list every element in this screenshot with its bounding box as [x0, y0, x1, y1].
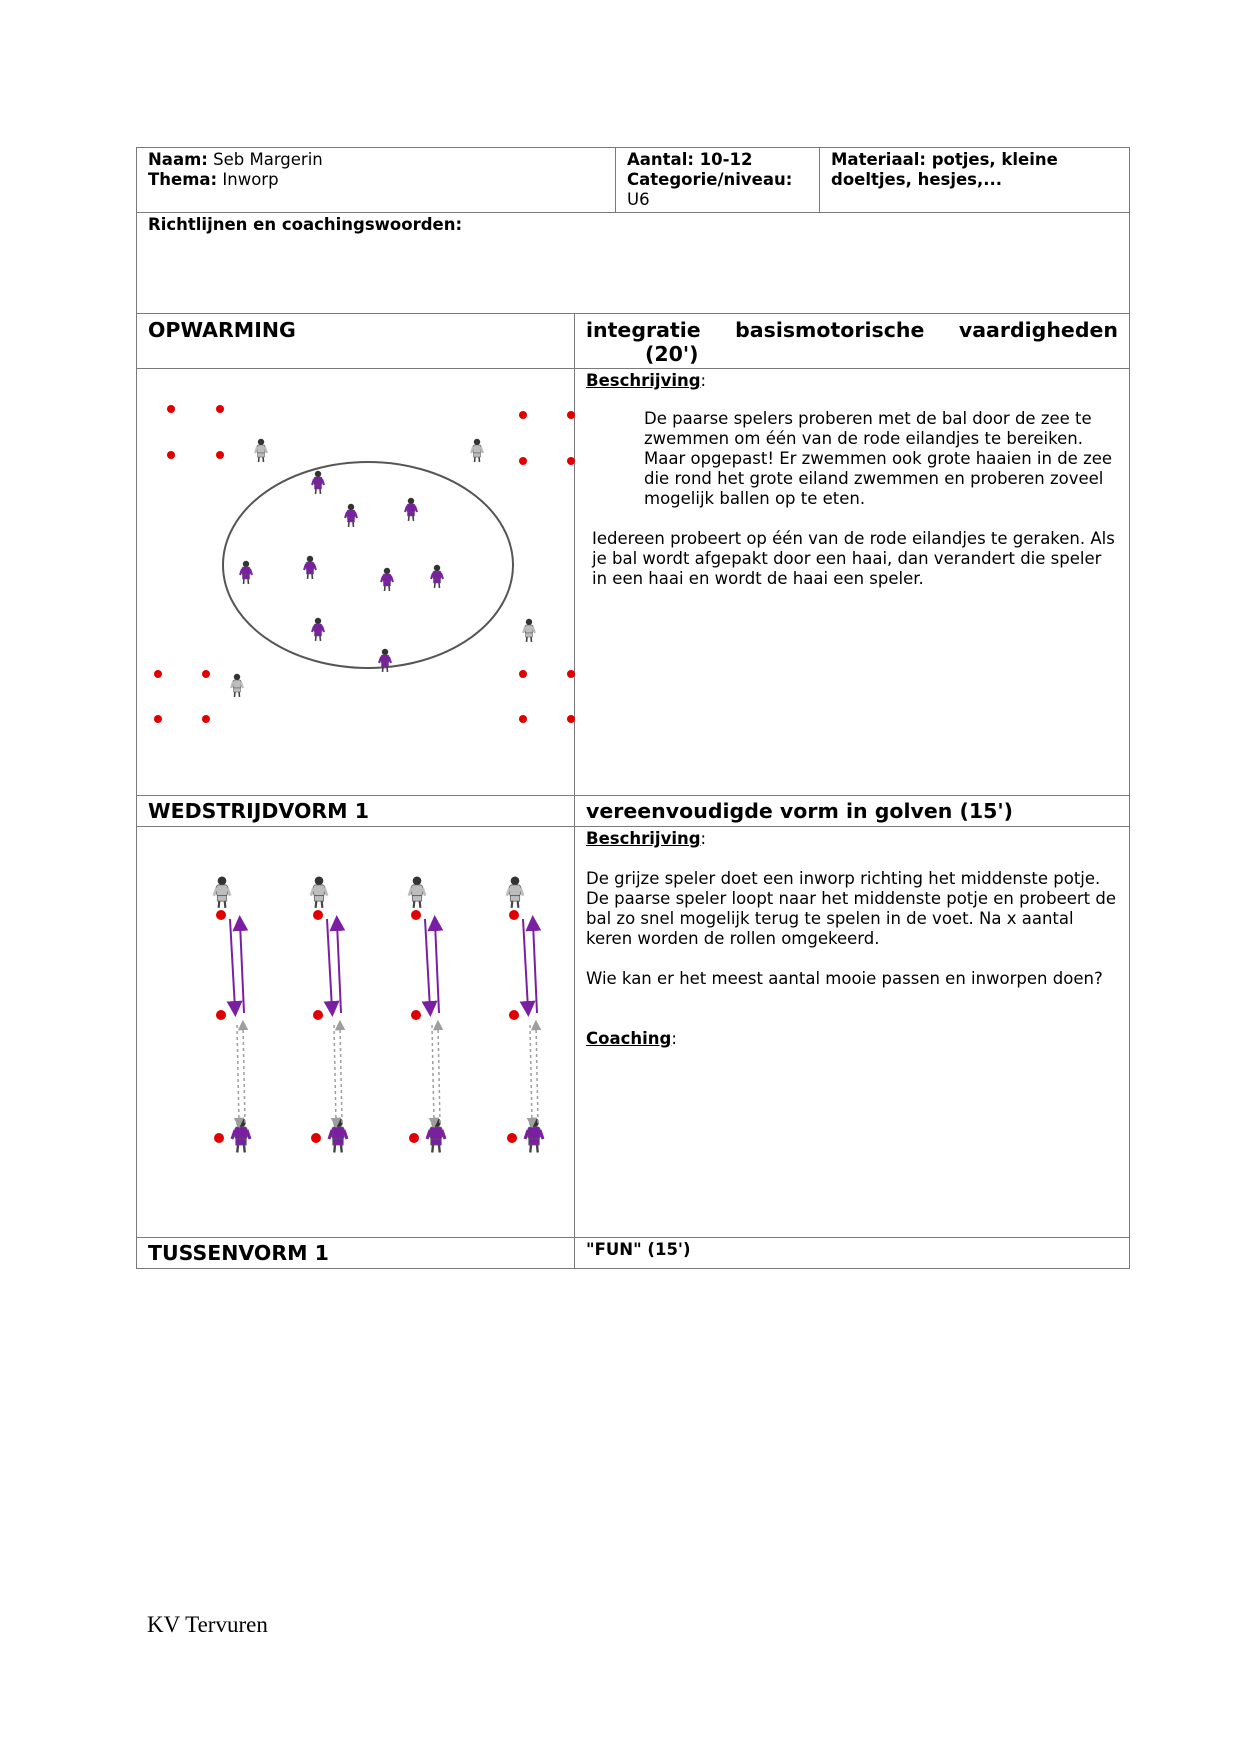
grey-player-icon — [471, 439, 483, 462]
tussenvorm-title: TUSSENVORM 1 — [137, 1238, 575, 1269]
cone-icon — [311, 1133, 321, 1143]
cone-icon — [202, 715, 210, 723]
purple-player-icon — [431, 565, 443, 588]
arrow-icon — [230, 919, 235, 1009]
coaching-label: Coaching — [586, 1029, 672, 1048]
wedstrijdvorm-diagram-cell — [137, 827, 575, 1238]
cone-icon — [154, 715, 162, 723]
purple-player-icon — [312, 618, 324, 641]
lane — [214, 877, 250, 1153]
categorie-label: Categorie/niveau: — [627, 170, 793, 189]
grey-player-icon — [311, 877, 327, 908]
cone-icon — [519, 670, 527, 678]
session-table — [136, 147, 1130, 1269]
cone-icon — [216, 405, 224, 413]
grey-player-icon — [409, 877, 425, 908]
aantal-cell — [616, 148, 820, 213]
cone-icon — [313, 1010, 323, 1020]
opwarming-title: OPWARMING — [137, 314, 575, 369]
wedstrijdvorm-paragraph-2: Wie kan er het meest aantal mooie passen en inworpen doen? — [586, 969, 1103, 988]
purple-player-icon — [232, 1118, 250, 1153]
opwarming-paragraph-2: Iedereen probeert op één van de rode eilandjes te geraken. Als je bal wordt afgepakt door een haai, dan verandert die speler in een haai en wordt de haai een speler. — [592, 529, 1115, 588]
cone-icon — [411, 1010, 421, 1020]
arrow-icon — [432, 1025, 434, 1123]
beschrijving-label: Beschrijving — [586, 371, 701, 390]
purple-player-icon — [345, 504, 357, 527]
purple-player-icon — [525, 1118, 543, 1153]
cone-icon — [507, 1133, 517, 1143]
arrow-icon — [523, 919, 528, 1009]
arrow-icon — [536, 1025, 538, 1123]
beschrijving-label-2: Beschrijving — [586, 829, 701, 848]
tussenvorm-subtitle: "FUN" (15') — [575, 1238, 1130, 1269]
thema-label: Thema: — [148, 170, 218, 189]
cone-icon — [409, 1133, 419, 1143]
cone-icon — [216, 910, 226, 920]
cone-icon — [519, 457, 527, 465]
arrow-icon — [340, 1025, 342, 1123]
arrow-icon — [240, 923, 244, 1013]
materiaal-cell — [820, 148, 1130, 213]
cone-icon — [519, 715, 527, 723]
wedstrijdvorm-paragraph-1: De grijze speler doet een inworp richting het middenste potje. De paarse speler loopt naar het middenste potje en probeert de bal zo snel mogelijk terug te spelen in de voet. Na x aantal keren worden de rollen omgekeerd. — [586, 869, 1116, 948]
thema-value: Inworp — [222, 170, 279, 189]
grey-player-icon — [214, 877, 230, 908]
wedstrijdvorm-desc-cell: Beschrijving: De grijze speler doet een inworp richting het middenste potje. De paarse speler loopt naar het middenste potje en probeert de bal zo snel mogelijk terug te spelen in de voet. Na x aantal keren worden de rollen omgekeerd. Wie kan er het meest aantal mooie passen en inworpen doen? Coaching: — [575, 827, 1130, 1238]
wedstrijdvorm-diagram — [137, 827, 612, 1232]
session-sheet — [136, 147, 1129, 1269]
purple-player-icon — [240, 561, 252, 584]
arrow-icon — [530, 1025, 532, 1123]
arrow-icon — [334, 1025, 336, 1123]
purple-player-icon — [427, 1118, 445, 1153]
arrow-icon — [337, 923, 341, 1013]
wedstrijdvorm-title: WEDSTRIJDVORM 1 — [137, 796, 575, 827]
cone-icon — [154, 670, 162, 678]
arrow-icon — [438, 1025, 440, 1123]
grey-player-icon — [523, 619, 535, 642]
naam-value: Seb Margerin — [213, 150, 323, 169]
cone-icon — [567, 411, 575, 419]
richtlijnen-cell — [137, 213, 1130, 314]
cone-icon — [167, 451, 175, 459]
grey-player-icon — [255, 439, 267, 462]
big-island-ellipse — [223, 462, 513, 668]
arrow-icon — [435, 923, 439, 1013]
cone-icon — [519, 411, 527, 419]
cone-icon — [509, 1010, 519, 1020]
lane — [507, 877, 543, 1153]
opwarming-diagram — [137, 369, 612, 790]
purple-player-icon — [312, 471, 324, 494]
opwarming-paragraph-1: De paarse spelers proberen met de bal door de zee te zwemmen om één van de rode eilandjes te bereiken. Maar opgepast! Er zwemmen ook grote haaien in de zee die rond het grote eiland zwemmen en proberen zoveel mogelijk ballen op te eten. — [644, 409, 1113, 508]
materiaal-label: Materiaal: potjes, kleine doeltjes, hesjes,... — [831, 150, 1058, 189]
arrow-icon — [243, 1025, 245, 1123]
purple-player-icon — [329, 1118, 347, 1153]
grey-player-icon — [231, 674, 243, 697]
footer-club-name: KV Tervuren — [147, 1612, 268, 1637]
purple-player-icon — [381, 568, 393, 591]
cone-icon — [567, 670, 575, 678]
arrow-icon — [533, 923, 537, 1013]
naam-thema-cell — [137, 148, 616, 213]
opwarming-subtitle — [575, 314, 1130, 369]
opwarming-subtitle-line2: (20') — [645, 342, 699, 366]
cone-icon — [509, 910, 519, 920]
cone-icon — [167, 405, 175, 413]
cone-icon — [567, 715, 575, 723]
lane — [311, 877, 347, 1153]
categorie-value: U6 — [627, 190, 650, 209]
cone-icon — [216, 1010, 226, 1020]
purple-player-icon — [405, 498, 417, 521]
opwarming-desc-cell: Beschrijving: De paarse spelers proberen met de bal door de zee te zwemmen om één van de rode eilandjes te bereiken. Maar opgepast! Er zwemmen ook grote haaien in de zee die rond het grote eiland zwemmen en proberen zoveel mogelijk ballen op te eten. Iedereen probeert op één van de rode eilandjes te geraken. Als je bal wordt afgepakt door een haai, dan verandert die speler in een haai en wordt de haai een speler. — [575, 369, 1130, 796]
richtlijnen-label: Richtlijnen en coachingswoorden: — [148, 215, 463, 234]
opwarming-diagram-cell — [137, 369, 575, 796]
purple-player-icon — [304, 556, 316, 579]
lane — [409, 877, 445, 1153]
cone-icon — [567, 457, 575, 465]
cone-icon — [411, 910, 421, 920]
opwarming-subtitle-line1: integratie basismotorische vaardigheden — [586, 318, 1119, 342]
cone-icon — [214, 1133, 224, 1143]
arrow-icon — [327, 919, 332, 1009]
grey-player-icon — [507, 877, 523, 908]
cone-icon — [313, 910, 323, 920]
arrow-icon — [237, 1025, 239, 1123]
wedstrijdvorm-subtitle: vereenvoudigde vorm in golven (15') — [575, 796, 1130, 827]
cone-icon — [216, 451, 224, 459]
cone-icon — [202, 670, 210, 678]
aantal-label: Aantal: 10-12 — [627, 150, 753, 169]
naam-label: Naam: — [148, 150, 208, 169]
arrow-icon — [425, 919, 430, 1009]
